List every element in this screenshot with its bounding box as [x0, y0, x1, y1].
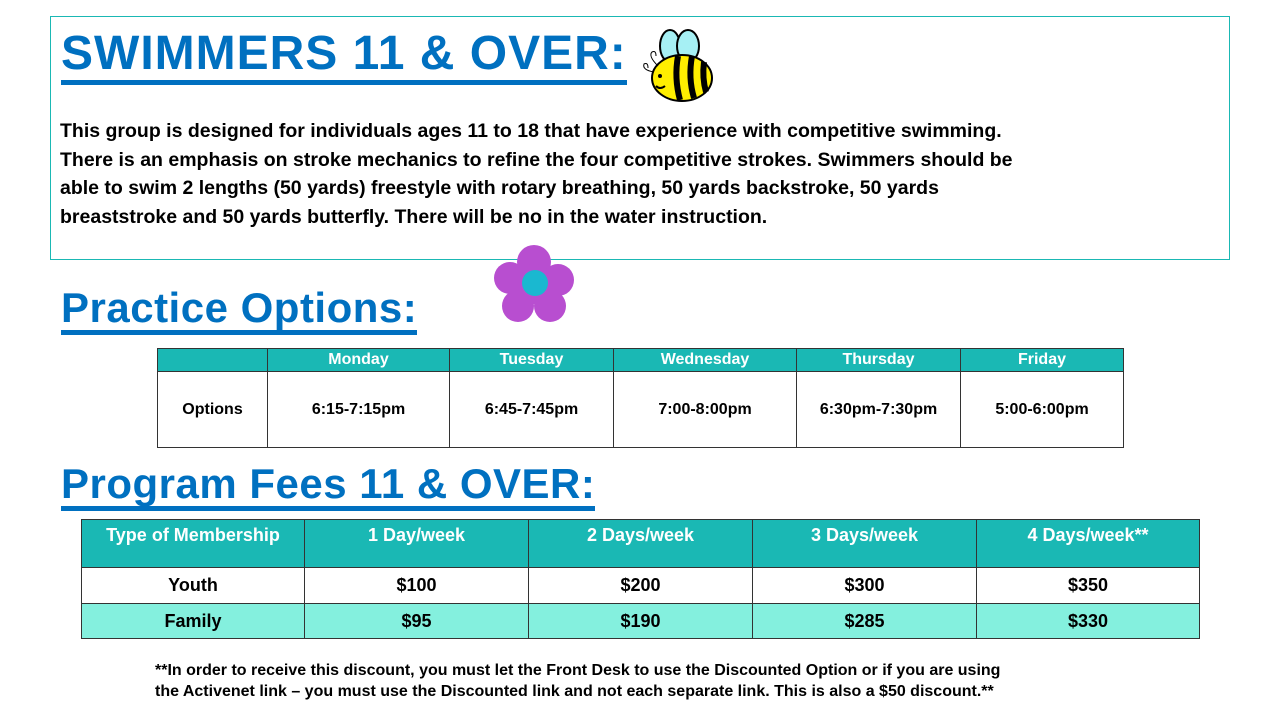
header-cell: Thursday [797, 349, 961, 372]
discount-footnote [155, 660, 1000, 702]
footnote-line: the Activenet link – you must use the Discounted link and not each separate link. This is also a $50 discount.** [155, 683, 994, 700]
header-cell: Tuesday [450, 349, 614, 372]
header-cell: 1 Day/week [305, 520, 529, 568]
flower-icon [492, 244, 576, 324]
fee-cell: $350 [977, 568, 1200, 604]
description-line: able to swim 2 lengths (50 yards) freestyle with rotary breathing, 50 yards backstroke, 50 yards [60, 177, 939, 199]
row-label: Youth [82, 568, 305, 604]
footnote-line: **In order to receive this discount, you must let the Front Desk to use the Discounted Option or if you are using [155, 662, 1001, 679]
fee-cell: $200 [529, 568, 753, 604]
bee-icon [638, 26, 720, 104]
fee-cell: $95 [305, 604, 529, 639]
row-label: Family [82, 604, 305, 639]
header-cell: 2 Days/week [529, 520, 753, 568]
header-cell: Wednesday [614, 349, 797, 372]
header-cell: Friday [961, 349, 1124, 372]
fee-cell: $190 [529, 604, 753, 639]
program-fees-table [81, 519, 1200, 639]
description-line: breaststroke and 50 yards butterfly. There will be no in the water instruction. [60, 205, 768, 228]
table-row [82, 568, 1200, 604]
practice-options-heading: Practice Options: [61, 287, 417, 335]
fee-cell: $330 [977, 604, 1200, 639]
fee-cell: $100 [305, 568, 529, 604]
description-line: There is an emphasis on stroke mechanics to refine the four competitive strokes. Swimmers should be [60, 148, 1013, 171]
program-description [60, 117, 1013, 231]
time-cell: 7:00-8:00pm [614, 372, 797, 448]
header-cell: Type of Membership [82, 520, 305, 568]
program-fees-heading: Program Fees 11 & OVER: [61, 463, 595, 511]
table-row [82, 604, 1200, 639]
page-title: SWIMMERS 11 & OVER: [61, 30, 627, 85]
time-cell: 5:00-6:00pm [961, 372, 1124, 448]
description-line: This group is designed for individuals ages 11 to 18 that have experience with competitive swimming. [60, 120, 1002, 142]
time-cell: 6:15-7:15pm [268, 372, 450, 448]
practice-schedule-table [157, 348, 1124, 448]
time-cell: 6:30pm-7:30pm [797, 372, 961, 448]
header-cell: 3 Days/week [753, 520, 977, 568]
header-cell: 4 Days/week** [977, 520, 1200, 568]
header-cell [158, 349, 268, 372]
fee-cell: $300 [753, 568, 977, 604]
table-row [158, 372, 1124, 448]
row-label: Options [158, 372, 268, 448]
fee-cell: $285 [753, 604, 977, 639]
header-cell: Monday [268, 349, 450, 372]
time-cell: 6:45-7:45pm [450, 372, 614, 448]
